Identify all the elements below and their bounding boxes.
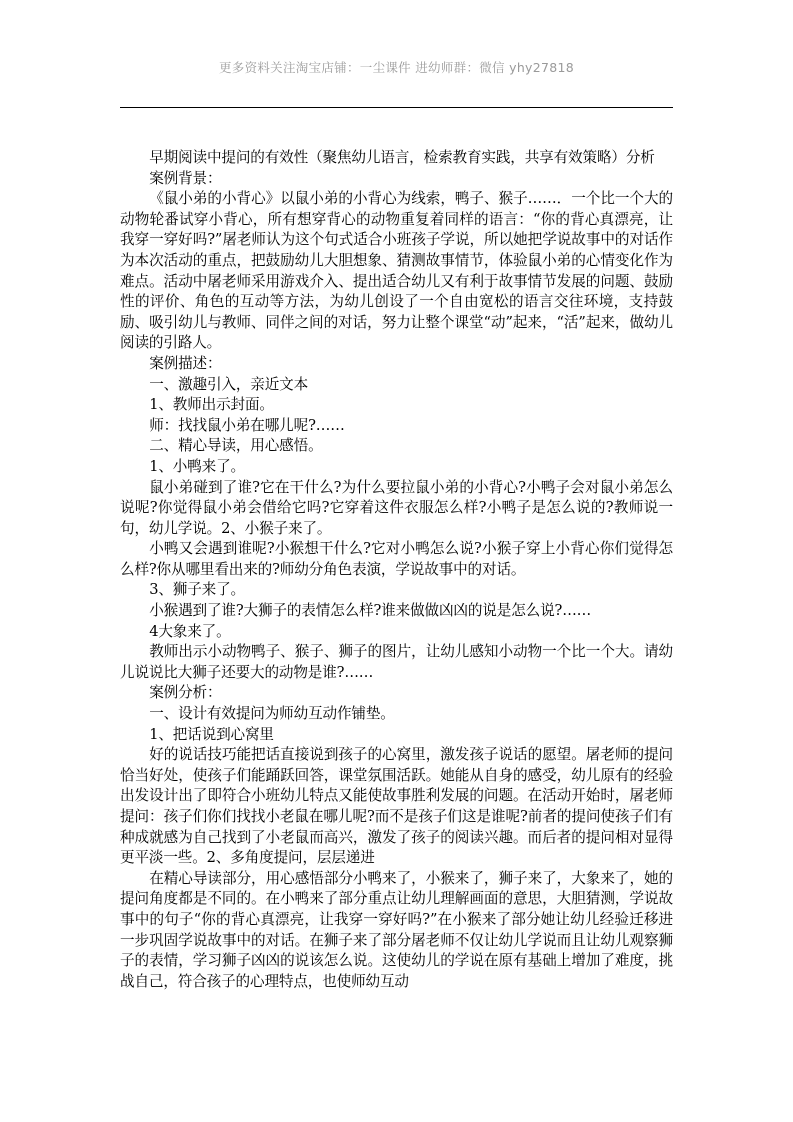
paragraph: 小猴遇到了谁?大狮子的表情怎么样?谁来做做凶凶的说是怎么说?…… <box>149 602 592 620</box>
subheading: 一、激趣引入，亲近文本 <box>149 375 309 393</box>
paragraph: 鼠小弟碰到了谁?它在干什么?为什么要拉鼠小弟的小背心?小鸭子会对鼠小弟怎么说呢?你觉得鼠小弟会借给它吗?它穿着这件衣服怎么样?小鸭子是怎么说的?教师说一句，幼儿学说。2、小猴子来了。 <box>120 478 673 537</box>
document-body <box>120 148 673 992</box>
paragraph: 师：找找鼠小弟在哪儿呢?…… <box>149 416 345 434</box>
section-heading: 案例背景： <box>149 169 222 187</box>
paragraph: 《鼠小弟的小背心》以鼠小弟的小背心为线索，鸭子、猴子……．一个比一个大的动物轮番试穿小背心，所有想穿背心的动物重复着同样的语言：“你的背心真漂亮，让我穿一穿好吗?”屠老师认为这个句式适合小班孩子学说，所以她把学说故事中的对话作为本次活动的重点，把鼓励幼儿大胆想象、猜测故事情节，体验鼠小弟的心情变化作为难点。活动中屠老师采用游戏介入、提出适合幼儿又有利于故事情节发展的问题、鼓励性的评价、角色的互动等方法，为幼儿创设了一个自由宽松的语言交往环境，支持鼓励、吸引幼儿与教师、同伴之间的对话，努力让整个课堂“动”起来，“活”起来，做幼儿阅读的引路人。 <box>120 190 673 352</box>
list-item: 3、狮子来了。 <box>149 581 245 599</box>
section-heading: 案例分析： <box>149 684 222 702</box>
paragraph: 教师出示小动物鸭子、猴子、狮子的图片，让幼儿感知小动物一个比一个大。请幼儿说说比大狮子还要大的动物是谁?…… <box>120 643 673 681</box>
subheading: 二、精心导读，用心感悟。 <box>149 437 323 455</box>
subheading: 一、设计有效提问为师幼互动作铺垫。 <box>149 705 395 723</box>
document-title: 早期阅读中提问的有效性（聚焦幼儿语言，检索教育实践，共享有效策略）分析 <box>149 149 655 166</box>
header-divider <box>120 107 673 108</box>
section-heading: 案例描述： <box>149 354 222 372</box>
list-item: 1、小鸭来了。 <box>149 457 245 475</box>
list-item: 1、把话说到心窝里 <box>149 725 274 743</box>
paragraph: 小鸭又会遇到谁呢?小猴想干什么?它对小鸭怎么说?小猴子穿上小背心你们觉得怎么样?你从哪里看出来的?师幼分角色表演，学说故事中的对话。 <box>120 540 673 578</box>
paragraph: 在精心导读部分，用心感悟部分小鸭来了，小猴来了，狮子来了，大象来了，她的提问角度都是不同的。在小鸭来了部分重点让幼儿理解画面的意思，大胆猜测，学说故事中的句子“你的背心真漂亮，让我穿一穿好吗?”在小猴来了部分她让幼儿经验迁移进一步巩固学说故事中的对话。在狮子来了部分屠老师不仅让幼儿学说而且让幼儿观察狮子的表情，学习狮子凶凶的说该怎么说。这使幼儿的学说在原有基础上增加了难度，挑战自己，符合孩子的心理特点，也使师幼互动 <box>120 869 673 990</box>
page-header-watermark: 更多资料关注淘宝店铺：一尘课件 进幼师群：微信 yhy27818 <box>218 60 575 75</box>
list-item: 4大象来了。 <box>149 622 231 640</box>
paragraph: 好的说话技巧能把话直接说到孩子的心窝里，激发孩子说话的愿望。屠老师的提问恰当好处，使孩子们能踊跃回答，课堂氛围活跃。她能从自身的感受，幼儿原有的经验出发设计出了即符合小班幼儿特点又能使故事胜利发展的问题。在活动开始时，屠老师提问：孩子们你们找找小老鼠在哪儿呢?而不是孩子们这是谁呢?前者的提问使孩子们有种成就感为自己找到了小老鼠而高兴，激发了孩子的阅读兴趣。而后者的提问相对显得更平淡一些。2、多角度提问，层层递进 <box>120 746 673 867</box>
list-item: 1、教师出示封面。 <box>149 396 274 414</box>
